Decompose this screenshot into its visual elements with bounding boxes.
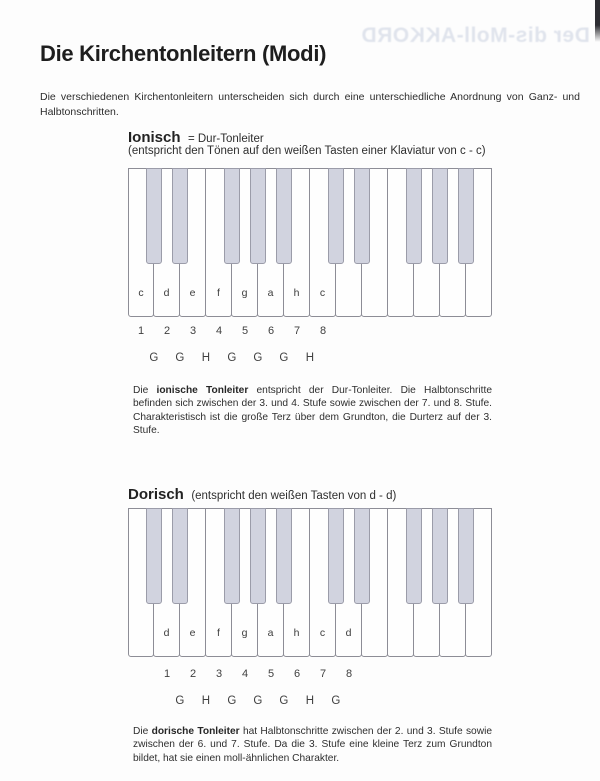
interval-letter: G [331,695,341,707]
interval-letter: G [279,352,289,364]
bleedthrough-ghost-text: Der dis-Moll-AKKORD [361,24,590,47]
interval-letter: H [305,352,315,364]
section-name: Dorisch [128,486,184,503]
interval-letter: H [305,695,315,707]
black-key [406,168,422,264]
key-note-label: g [241,627,248,639]
degree-number: 4 [215,325,223,337]
black-key [146,168,162,264]
desc-lead: Die [133,385,157,396]
black-key [354,168,370,264]
key-note-label: e [189,287,196,299]
key-note-label: f [217,627,220,639]
key-note-label: h [293,287,300,299]
key-note-label: h [293,627,300,639]
section-note-ionisch: (entspricht den Tönen auf den weißen Tasten einer Klaviatur von c - c) [128,145,486,157]
key-note-label: d [163,627,170,639]
intro-paragraph: Die verschiedenen Kirchentonleitern unterscheiden sich durch eine unterschiedliche Anordnung von Ganz- und Halbtonschritten. [40,90,580,118]
degree-number: 1 [163,668,171,680]
black-key [354,508,370,604]
degree-number: 7 [293,325,301,337]
key-note-label: c [138,287,144,299]
page-title: Die Kirchentonleitern (Modi) [40,40,327,66]
interval-letter: G [279,695,289,707]
key-note-label: f [217,287,220,299]
degree-number: 8 [319,325,327,337]
degree-number: 5 [241,325,249,337]
section-subtitle: = Dur-Tonleiter [187,133,264,145]
desc-rest: hat Halbtonschritte zwischen der 2. und 3. Stufe sowie zwischen der 6. und 7. Stufe. Da die 3. Stufe eine kleine Terz zum Grundton bildet, hat sie einen moll-ähnlichen Charakter. [133,726,492,764]
degree-number: 8 [345,668,353,680]
black-key [406,508,422,604]
interval-letter: H [201,695,211,707]
black-key [172,168,188,264]
keyboard-diagram-ionisch [128,168,492,317]
interval-letter: G [227,695,237,707]
scale-degree-row-ionisch [128,325,492,339]
scan-edge-artifact [595,0,600,42]
interval-letter: G [175,352,185,364]
degree-number: 6 [293,668,301,680]
description-ionisch [133,384,492,438]
degree-number: 2 [189,668,197,680]
degree-number: 5 [267,668,275,680]
black-key [250,168,266,264]
desc-bold: dorische Tonleiter [151,726,240,737]
key-note-label: c [319,627,326,639]
degree-number: 3 [215,668,223,680]
black-key [458,168,474,264]
section-heading-dorisch [128,486,396,504]
black-key [224,168,240,264]
key-note-label: e [189,627,196,639]
scale-degree-row-dorisch [128,668,492,682]
key-note-label: c [319,287,326,299]
black-key [146,508,162,604]
desc-rest: entspricht der Dur-Tonleiter. Die Halbtonschritte befinden sich zwischen der 3. und 4. Stufe sowie zwischen der 7. und 8. Stufe. Charakteristisch ist die große Terz über dem Grundton, die Durterz auf der 3. Stufe. [133,385,492,437]
keyboard-diagram-dorisch [128,508,492,657]
degree-number: 1 [137,325,145,337]
black-key [172,508,188,604]
key-note-label: d [163,287,170,299]
degree-number: 4 [241,668,249,680]
degree-number: 2 [163,325,171,337]
interval-letter: G [253,695,263,707]
degree-number: 6 [267,325,275,337]
black-key [328,508,344,604]
black-key [432,508,448,604]
black-key [328,168,344,264]
description-dorisch [133,725,492,765]
black-key [276,508,292,604]
interval-row-dorisch [128,695,492,709]
key-note-label: d [345,627,352,639]
interval-letter: G [253,352,263,364]
degree-number: 3 [189,325,197,337]
key-note-label: a [267,287,274,299]
degree-number: 7 [319,668,327,680]
interval-letter: H [201,352,211,364]
interval-letter: G [175,695,185,707]
section-subtitle: (entspricht den weißen Tasten von d - d) [191,490,397,502]
interval-letter: G [149,352,159,364]
black-key [432,168,448,264]
section-name: Ionisch [128,129,181,146]
black-key [224,508,240,604]
desc-lead: Die [133,726,152,737]
black-key [458,508,474,604]
key-note-label: g [241,287,248,299]
key-note-label: a [267,627,274,639]
black-key [250,508,266,604]
interval-row-ionisch [128,352,492,366]
desc-bold: ionische Tonleiter [156,385,249,396]
interval-letter: G [227,352,237,364]
black-key [276,168,292,264]
